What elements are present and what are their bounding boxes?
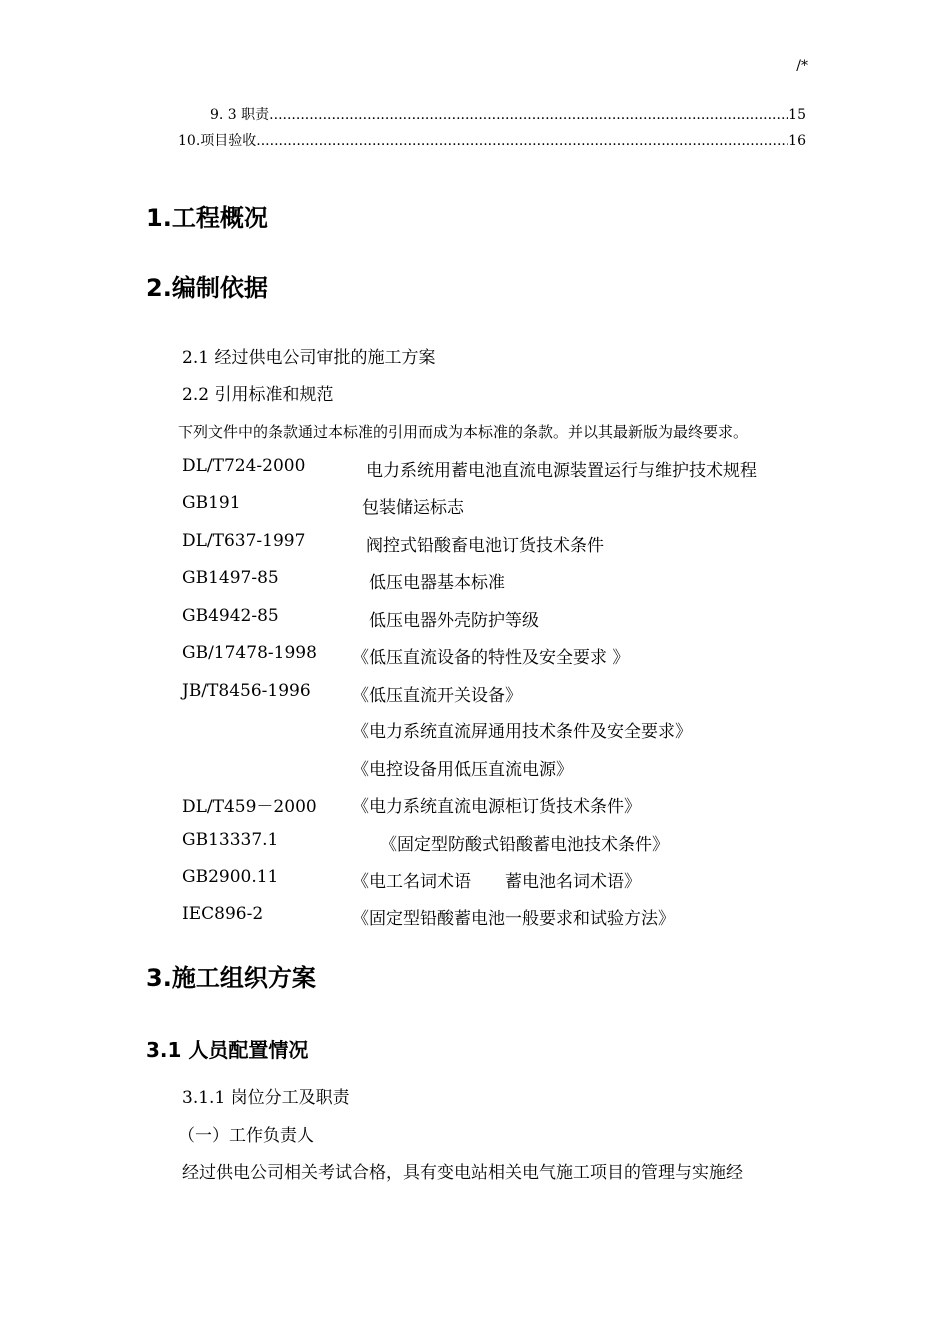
standard-title: 《电力系统直流电源柜订货技术条件》 [352,797,641,817]
toc-leader-dots [269,107,788,123]
standard-title: 阀控式铅酸畜电池订货技术条件 [366,536,604,556]
toc-entry[interactable] [210,104,806,124]
standard-code: GB2900.11 [182,867,279,887]
standard-code: IEC896-2 [182,904,264,924]
subsection-line: 3.1.1 岗位分工及职责 [182,1088,350,1108]
subsection-heading: 3.1 人员配置情况 [146,1038,309,1062]
standard-code: GB/17478-1998 [182,643,317,663]
toc-leader-dots [256,133,788,149]
section-heading: 3.施工组织方案 [146,964,316,992]
section-heading: 2.编制依据 [146,274,268,302]
standard-code: GB13337.1 [182,830,279,850]
standard-title: 《低压直流设备的特性及安全要求 》 [352,648,630,668]
page-corner-mark: /* [796,58,808,74]
toc-entry-page: 16 [788,133,806,149]
standard-title: 低压电器外壳防护等级 [369,611,539,631]
standard-title: 《电工名词术语 蓄电池名词术语》 [352,872,641,892]
standard-title: 低压电器基本标准 [369,573,505,593]
list-item: （一）工作负责人 [178,1126,314,1146]
standard-code: GB1497-85 [182,568,279,588]
standard-title: 包装储运标志 [362,498,464,518]
standard-code: GB191 [182,493,241,513]
intro-paragraph: 下列文件中的条款通过本标准的引用而成为本标准的条款。并以其最新版为最终要求。 [178,423,749,441]
toc-entry-label: 9. 3 职责 [210,107,270,123]
standard-title: 《低压直流开关设备》 [352,686,522,706]
standard-code: JB/T8456-1996 [182,681,311,701]
body-paragraph: 经过供电公司相关考试合格，具有变电站相关电气施工项目的管理与实施经 [182,1163,743,1183]
standard-title: 电力系统用蓄电池直流电源装置运行与维护技术规程 [366,461,757,481]
standard-code: DL/T637-1997 [182,531,306,551]
standard-code: DL/T724-2000 [182,456,306,476]
standard-code: DL/T459－2000 [182,797,317,817]
section-heading: 1.工程概况 [146,204,268,232]
standard-code: GB4942-85 [182,606,279,626]
standard-title: 《电力系统直流屏通用技术条件及安全要求》 [352,722,692,742]
subsection-line: 2.2 引用标准和规范 [182,385,334,405]
toc-entry[interactable] [178,130,806,150]
standard-title: 《固定型防酸式铅酸蓄电池技术条件》 [380,835,669,855]
standard-title: 《电控设备用低压直流电源》 [352,760,573,780]
toc-entry-page: 15 [788,107,806,123]
standard-title: 《固定型铅酸蓄电池一般要求和试验方法》 [352,909,675,929]
subsection-line: 2.1 经过供电公司审批的施工方案 [182,348,436,368]
toc-entry-label: 10.项目验收 [178,133,257,149]
